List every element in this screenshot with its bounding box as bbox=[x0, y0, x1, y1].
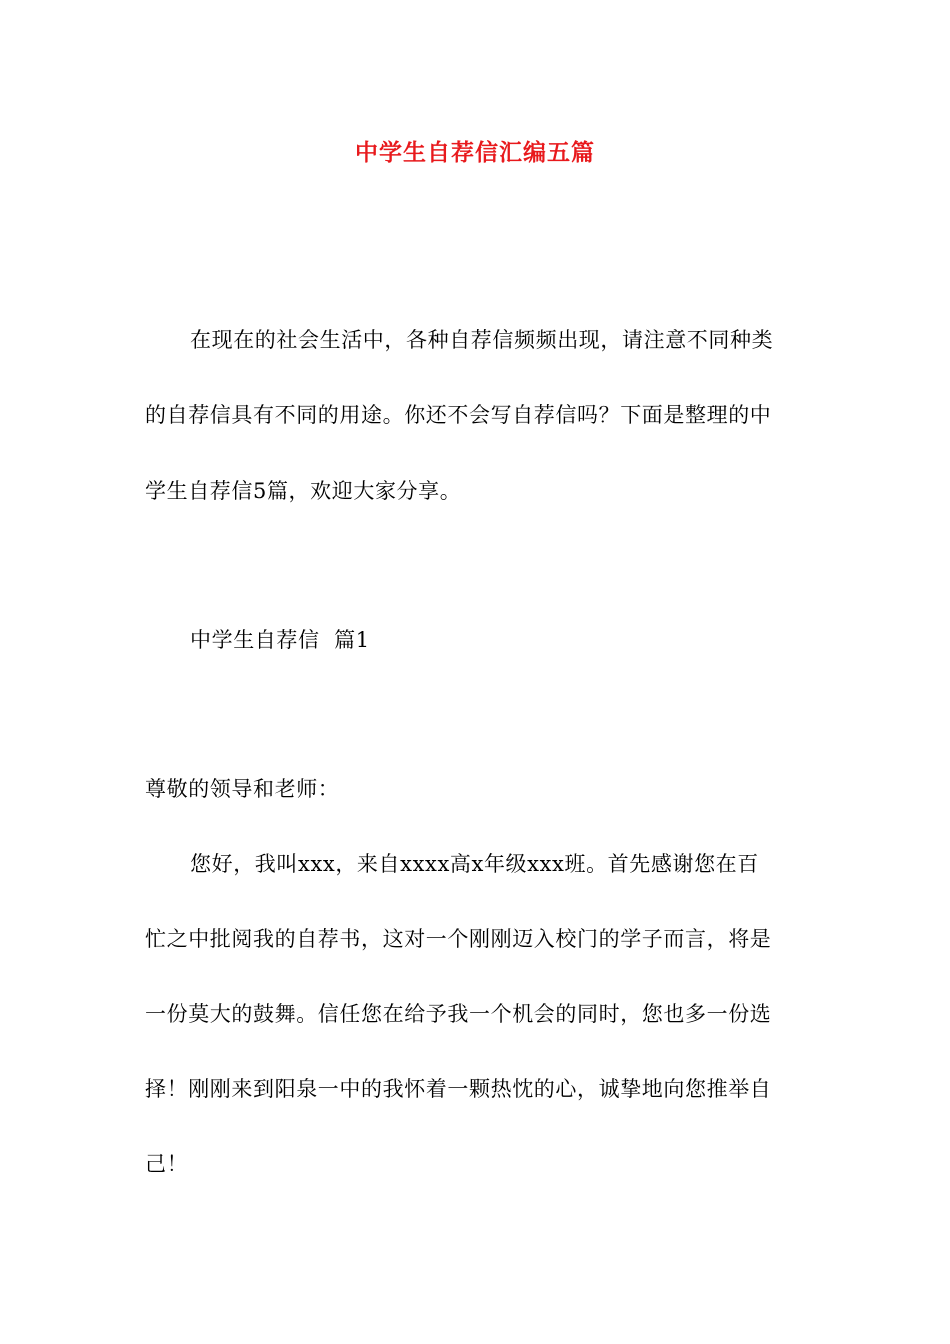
body-line-3: 一份莫大的鼓舞。信任您在给予我一个机会的同时，您也多一份选 bbox=[145, 1002, 772, 1026]
document-title: 中学生自荐信汇编五篇 bbox=[355, 139, 595, 166]
intro-line-1: 在现在的社会生活中，各种自荐信频频出现，请注意不同种类 bbox=[190, 328, 774, 352]
body-line-1: 您好，我叫xxx，来自xxxx高x年级xxx班。首先感谢您在百 bbox=[190, 852, 759, 876]
intro-line-2: 的自荐信具有不同的用途。你还不会写自荐信吗？下面是整理的中 bbox=[145, 403, 772, 427]
body-line-2: 忙之中批阅我的自荐书，这对一个刚刚迈入校门的学子而言，将是 bbox=[145, 927, 772, 951]
section-heading: 中学生自荐信 篇1 bbox=[190, 628, 370, 652]
salutation: 尊敬的领导和老师： bbox=[145, 777, 340, 801]
body-line-4: 择！刚刚来到阳泉一中的我怀着一颗热忱的心，诚挚地向您推举自 bbox=[145, 1077, 772, 1101]
intro-line-3: 学生自荐信5篇，欢迎大家分享。 bbox=[145, 479, 462, 503]
body-line-5: 己！ bbox=[145, 1152, 189, 1176]
